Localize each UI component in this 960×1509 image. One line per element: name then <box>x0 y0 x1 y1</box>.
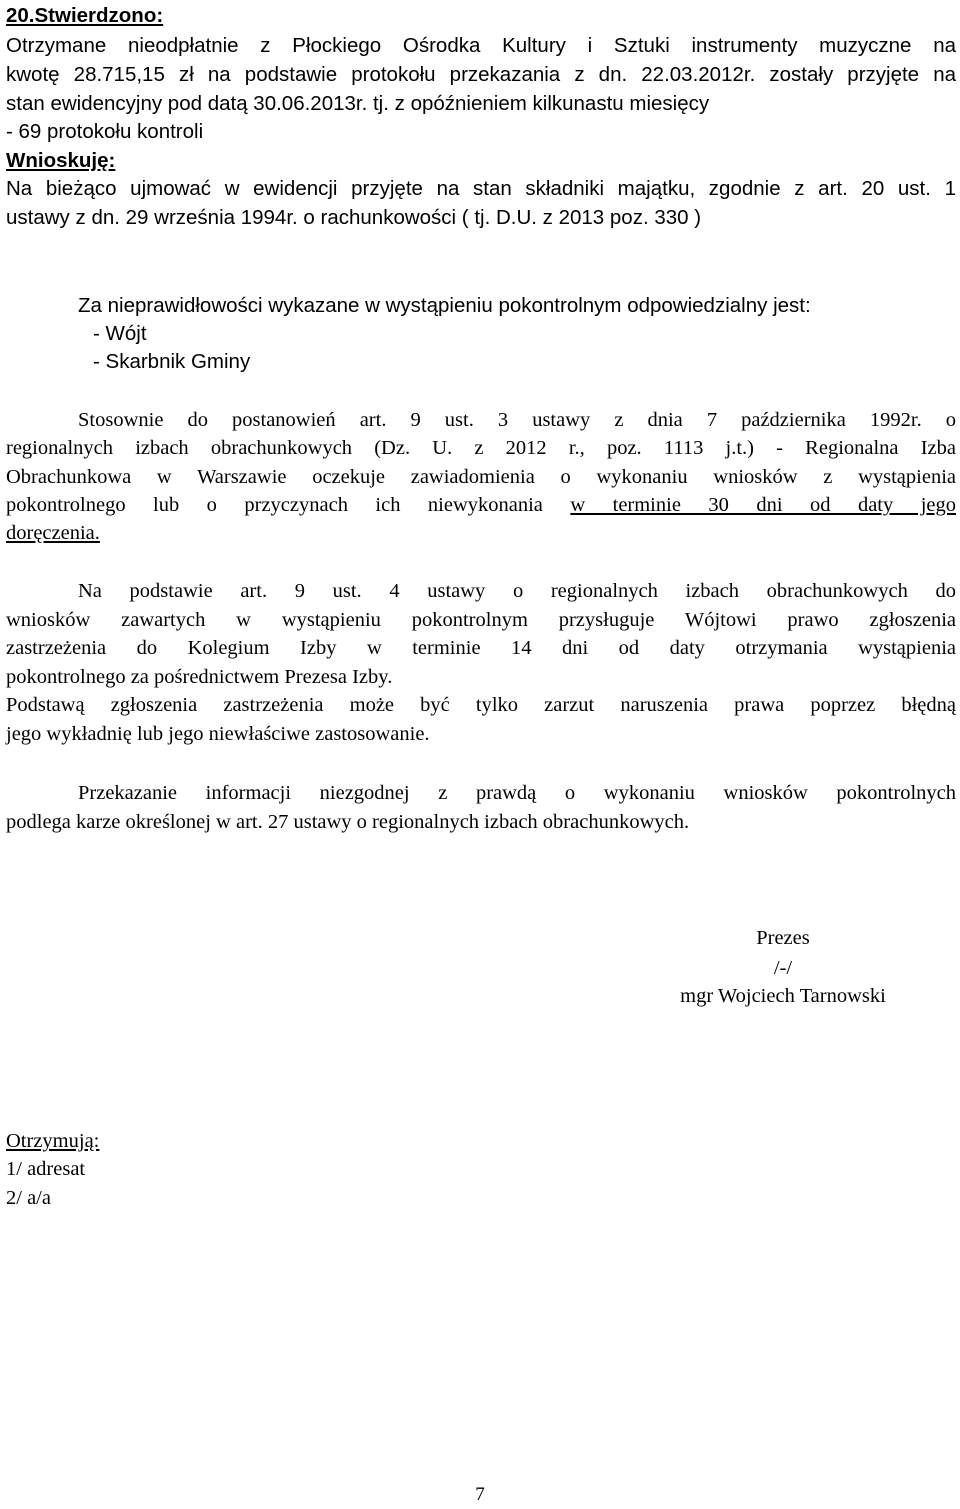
recommendation-line: Na bieżąco ujmować w ewidencji przyjęte na stan składniki majątku, zgodnie z art. 20 ust. 1 <box>6 177 956 200</box>
responsible-person: - Wójt <box>93 322 147 345</box>
paragraph-line <box>6 492 956 519</box>
signature-name: mgr Wojciech Tarnowski <box>680 985 886 1007</box>
paragraph-line: podlega karze określonej w art. 27 ustawy o regionalnych izbach obrachunkowych. <box>6 811 690 833</box>
responsible-person: - Skarbnik Gminy <box>93 350 251 373</box>
paragraph-line: wniosków zawartych w wystąpieniu pokontrolnym przysługuje Wójtowi prawo zgłoszenia <box>6 609 956 631</box>
paragraph-line: regionalnych izbach obrachunkowych (Dz. U. z 2012 r., poz. 1113 j.t.) - Regionalna Izba <box>6 437 956 459</box>
section-heading: 20.Stwierdzono: <box>6 4 164 27</box>
page-number: 7 <box>475 1484 485 1505</box>
paragraph-line: pokontrolnego za pośrednictwem Prezesa Izby. <box>6 666 393 688</box>
paragraph-line: Podstawą zgłoszenia zastrzeżenia może być tylko zarzut naruszenia prawa poprzez błędną <box>6 694 956 716</box>
deadline-text: w terminie 30 dni od daty jego <box>570 494 956 516</box>
recipient-item: 1/ adresat <box>6 1158 86 1180</box>
finding-line: stan ewidencyjny pod datą 30.06.2013r. tj. z opóźnieniem kilkunastu miesięcy <box>6 92 710 115</box>
recipients-label: Otrzymują: <box>6 1130 100 1152</box>
recommendation-line: ustawy z dn. 29 września 1994r. o rachunkowości ( tj. D.U. z 2013 poz. 330 ) <box>6 206 702 229</box>
finding-line: - 69 protokołu kontroli <box>6 120 204 143</box>
paragraph-line: Przekazanie informacji niezgodnej z prawdą o wykonaniu wniosków pokontrolnych <box>78 782 956 804</box>
paragraph-line: zastrzeżenia do Kolegium Izby w terminie 14 dni od daty otrzymania wystąpienia <box>6 637 956 659</box>
paragraph-line: Obrachunkowa w Warszawie oczekuje zawiadomienia o wykonaniu wniosków z wystąpienia <box>6 466 956 488</box>
signature-mark: /-/ <box>773 957 793 979</box>
paragraph-line: jego wykładnię lub jego niewłaściwe zastosowanie. <box>6 723 430 745</box>
finding-line: kwotę 28.715,15 zł na podstawie protokołu przekazania z dn. 22.03.2012r. zostały przyjęte na <box>6 63 956 86</box>
signature-title: Prezes <box>756 927 810 949</box>
paragraph-line: Na podstawie art. 9 ust. 4 ustawy o regionalnych izbach obrachunkowych do <box>78 580 956 602</box>
recommendation-label: Wnioskuję: <box>6 149 116 172</box>
deadline-text: doręczenia. <box>6 522 100 544</box>
finding-line: Otrzymane nieodpłatnie z Płockiego Ośrodka Kultury i Sztuki instrumenty muzyczne na <box>6 34 956 57</box>
paragraph-line: Stosownie do postanowień art. 9 ust. 3 ustawy z dnia 7 października 1992r. o <box>78 409 956 431</box>
recipient-item: 2/ a/a <box>6 1187 51 1209</box>
responsibility-intro: Za nieprawidłowości wykazane w wystąpieniu pokontrolnym odpowiedzialny jest: <box>78 294 811 317</box>
paragraph-text: pokontrolnego lub o przyczynach ich niewykonania <box>6 494 571 516</box>
